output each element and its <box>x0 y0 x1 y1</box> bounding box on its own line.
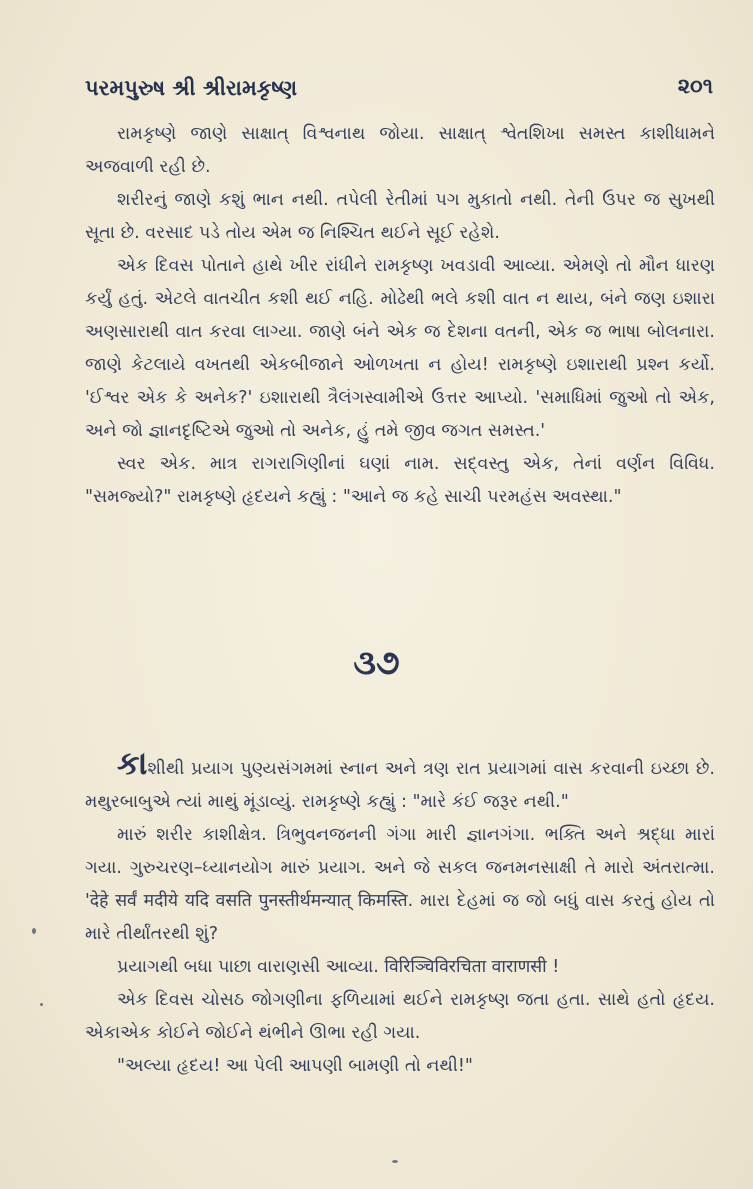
paper-speck <box>32 928 36 934</box>
paragraph: શરીરનું જાણે કશું ભાન નથી. તપેલી રેતીમાં પગ મુકાતો નથી. તેની ઉપર જ સુખથી સૂતા છે. વરસાદ પડે તોય એમ જ નિશ્ચિત થઈને સૂઈ રહેશે. <box>85 190 715 243</box>
opening-paragraph-text: શીથી પ્રયાગ પુણ્યસંગમમાં સ્નાન અને ત્રણ રાત પ્રયાગમાં વાસ કરવાની ઇચ્છા છે. મથુરબાબુએ ત્યાં માથું મૂંડાવ્યું. રામકૃષ્ણે કહ્યું : "મારે કંઈ જરૂર નથી." <box>85 759 715 812</box>
drop-cap: કા <box>117 744 148 782</box>
opening-paragraph <box>85 744 715 819</box>
paper-speck <box>40 1003 43 1006</box>
section-two-text <box>85 744 715 1083</box>
paragraph: રામકૃષ્ણે જાણે સાક્ષાત્ વિશ્વનાથ જોયા. સાક્ષાત્ શ્વેતશિખા સમસ્ત કાશીધામને અજવાળી રહી છે. <box>85 124 715 177</box>
paragraph: એક દિવસ ચોસઠ જોગણીના ફળિયામાં થઈને રામકૃષ્ણ જતા હતા. સાથે હતો હૃદય. એકાએક કોઈને જોઈને થંભીને ઊભા રહી ગયા. <box>85 990 715 1043</box>
section-one-text <box>85 118 715 514</box>
running-title: પરમપુરુષ શ્રી શ્રીરામકૃષ્ણ <box>85 76 298 100</box>
paragraph: "અલ્યા હૃદય! આ પેલી આપણી બામણી તો નથી!" <box>117 1056 473 1076</box>
paper-speck <box>392 1160 398 1163</box>
chapter-number: ૩૭ <box>353 643 400 683</box>
paragraph: મારું શરીર કાશીક્ષેત્ર. ત્રિભુવનજનની ગંગા મારી જ્ઞાનગંગા. ભક્તિ અને શ્રદ્ધા મારાં ગયા. ગુરુચરણ–ધ્યાનયોગ મારું પ્રયાગ. અને જે સકલ જનમનસાક્ષી તે મારો અંતરાત્મા. 'देहे सर्वं मदीये यदि वसति पुनस्तीर्थमन्यात् किमस्ति. મારા દેહમાં જ જો બધું વાસ કરતું હોય તો મારે તીર્થાંતરથી શું? <box>85 825 715 944</box>
paragraph: એક દિવસ પોતાને હાથે ખીર રાંધીને રામકૃષ્ણ ખવડાવી આવ્યા. એમણે તો મૌન ધારણ કર્યું હતું. એટલે વાતચીત કશી થઈ નહિ. મોઢેથી ભલે કશી વાત ન થાય, બંને જણ ઇશારા અણસારાથી વાત કરવા લાગ્યા. જાણે બંને એક જ દેશના વતની, એક જ ભાષા બોલનારા. જાણે કેટલાયે વખતથી એકબીજાને ઓળખતા ન હોય! રામકૃષ્ણે ઇશારાથી પ્રશ્ન કર્યો. 'ઈશ્વર એક કે અનેક?' ઇશારાથી ત્રૈલંગસ્વામીએ ઉત્તર આપ્યો. 'સમાધિમાં જુઓ તો એક, અને જો જ્ઞાનદૃષ્ટિએ જુઓ તો અનેક, હું તમે જીવ જગત સમસ્ત.' <box>85 256 715 441</box>
running-head <box>85 70 713 110</box>
paragraph: સ્વર એક. માત્ર રાગરાગિણીનાં ઘણાં નામ. સદ્‌વસ્તુ એક, તેનાં વર્ણન વિવિધ. "સમજ્યો?" રામકૃષ્ણે હૃદયને કહ્યું : "આને જ કહે સાચી પરમહંસ અવસ્થા." <box>85 454 715 507</box>
paragraph: પ્રયાગથી બધા પાછા વારાણસી આવ્યા. विरिञ्चिविरचिता वाराणसी ! <box>117 957 560 977</box>
page-number: ૨૦૧ <box>677 74 713 98</box>
